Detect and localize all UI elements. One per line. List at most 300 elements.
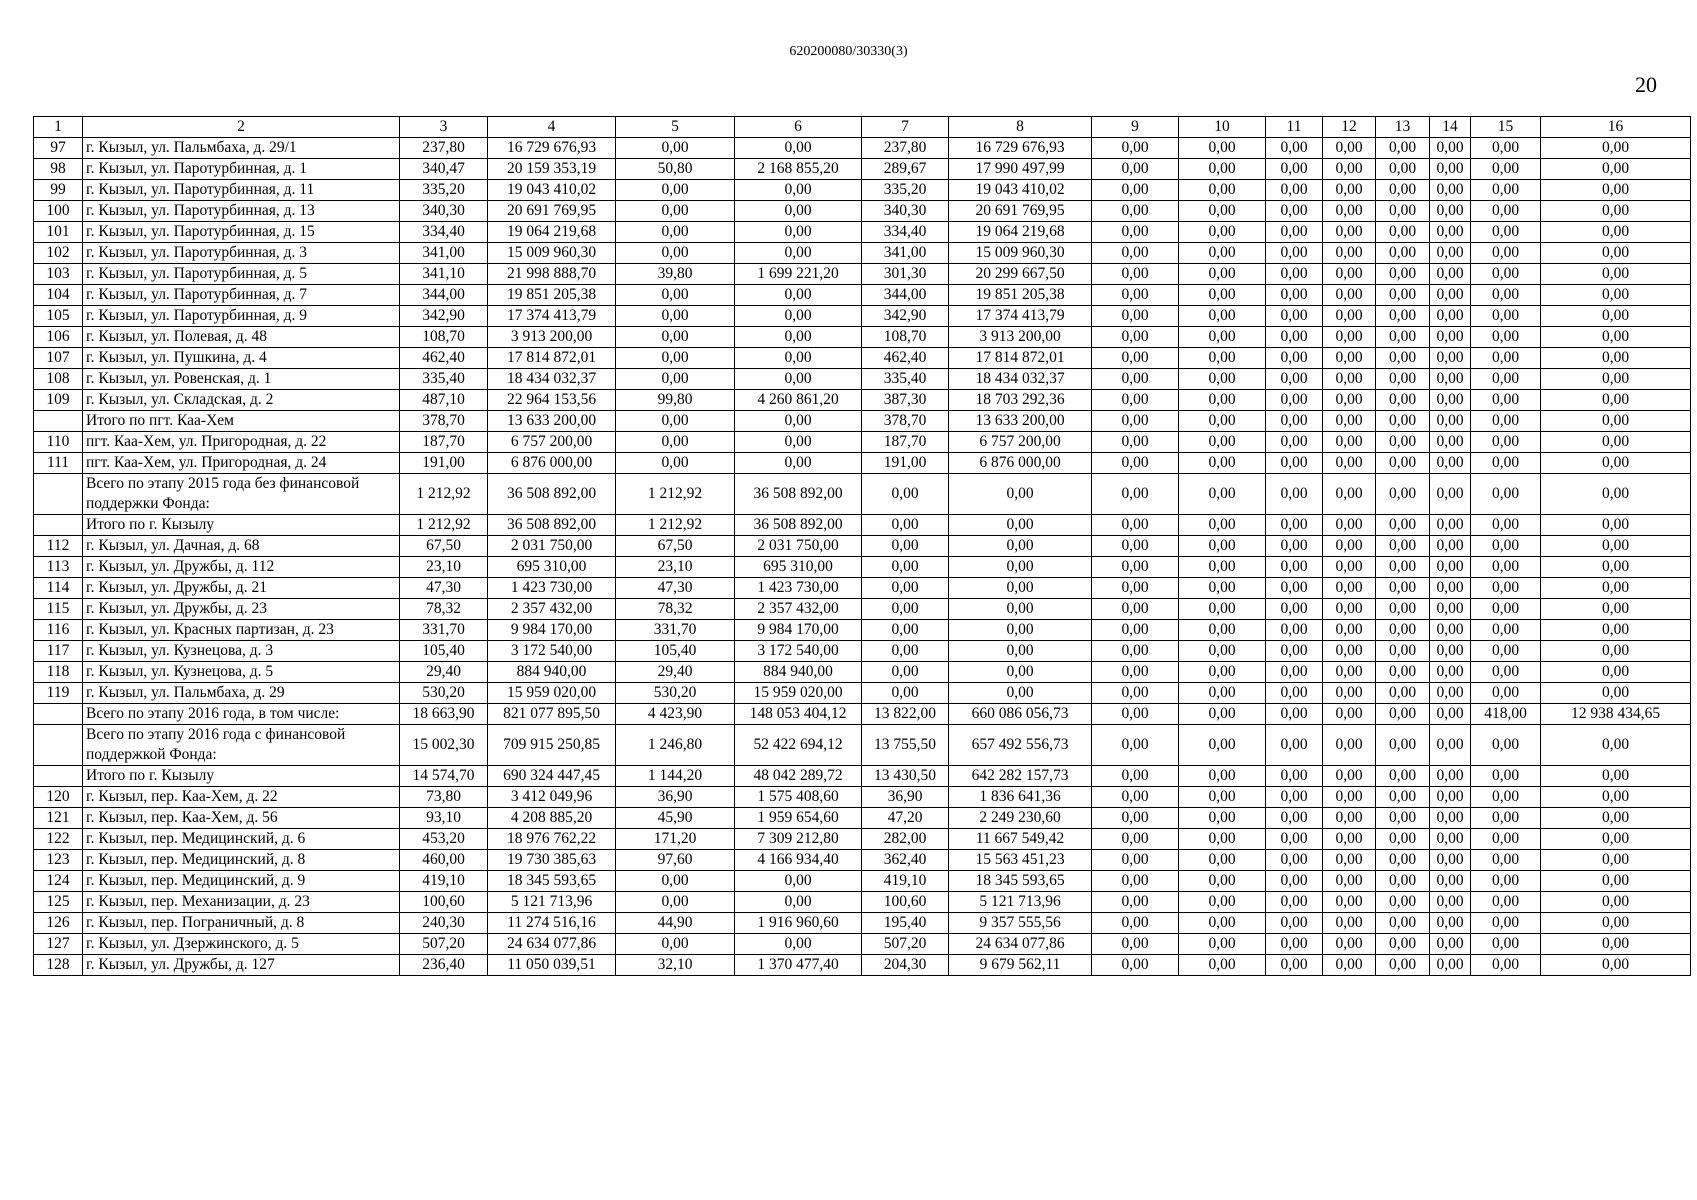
- value-cell: 331,70: [616, 620, 735, 641]
- value-cell: 1 212,92: [400, 515, 488, 536]
- value-cell: 0,00: [1541, 138, 1691, 159]
- value-cell: 13 633 200,00: [949, 411, 1092, 432]
- value-cell: 187,70: [862, 432, 949, 453]
- table-row: [34, 725, 1691, 766]
- table-row: [34, 159, 1691, 180]
- value-cell: 0,00: [1092, 871, 1179, 892]
- value-cell: 0,00: [1471, 766, 1541, 787]
- value-cell: 23,10: [616, 557, 735, 578]
- address-cell: г. Кызыл, ул. Пушкина, д. 4: [83, 348, 400, 369]
- table-row: [34, 243, 1691, 264]
- value-cell: 0,00: [1376, 955, 1430, 976]
- value-cell: 0,00: [1376, 369, 1430, 390]
- value-cell: 0,00: [1266, 285, 1323, 306]
- column-header: 12: [1323, 117, 1376, 138]
- value-cell: 419,10: [400, 871, 488, 892]
- value-cell: 17 374 413,79: [949, 306, 1092, 327]
- value-cell: 0,00: [1430, 411, 1471, 432]
- value-cell: 0,00: [949, 662, 1092, 683]
- value-cell: 0,00: [1376, 138, 1430, 159]
- value-cell: 0,00: [1092, 850, 1179, 871]
- row-number-cell: 128: [34, 955, 83, 976]
- address-cell: г. Кызыл, пер. Каа-Хем, д. 22: [83, 787, 400, 808]
- value-cell: 0,00: [1092, 201, 1179, 222]
- value-cell: 335,20: [862, 180, 949, 201]
- value-cell: 0,00: [1471, 243, 1541, 264]
- header-row: [34, 117, 1691, 138]
- table-row: [34, 348, 1691, 369]
- value-cell: 0,00: [1179, 264, 1266, 285]
- value-cell: 0,00: [1092, 704, 1179, 725]
- value-cell: 0,00: [1266, 766, 1323, 787]
- value-cell: 0,00: [735, 348, 862, 369]
- value-cell: 462,40: [400, 348, 488, 369]
- value-cell: 0,00: [1376, 599, 1430, 620]
- value-cell: 0,00: [1541, 641, 1691, 662]
- value-cell: 0,00: [1179, 766, 1266, 787]
- value-cell: 0,00: [1323, 683, 1376, 704]
- value-cell: 0,00: [1266, 369, 1323, 390]
- value-cell: 0,00: [1376, 306, 1430, 327]
- value-cell: 0,00: [1323, 787, 1376, 808]
- value-cell: 21 998 888,70: [488, 264, 616, 285]
- value-cell: 0,00: [735, 934, 862, 955]
- row-number-cell: 111: [34, 453, 83, 474]
- value-cell: 0,00: [1266, 201, 1323, 222]
- value-cell: 6 876 000,00: [949, 453, 1092, 474]
- address-cell: г. Кызыл, пер. Медицинский, д. 8: [83, 850, 400, 871]
- value-cell: 378,70: [400, 411, 488, 432]
- value-cell: 0,00: [616, 138, 735, 159]
- value-cell: 50,80: [616, 159, 735, 180]
- value-cell: 0,00: [1471, 599, 1541, 620]
- column-header: 15: [1471, 117, 1541, 138]
- column-header: 5: [616, 117, 735, 138]
- table-row: [34, 453, 1691, 474]
- value-cell: 1 212,92: [400, 474, 488, 515]
- value-cell: 0,00: [1323, 306, 1376, 327]
- value-cell: 0,00: [616, 871, 735, 892]
- value-cell: 0,00: [1323, 390, 1376, 411]
- value-cell: 24 634 077,86: [949, 934, 1092, 955]
- value-cell: 47,20: [862, 808, 949, 829]
- value-cell: 13 755,50: [862, 725, 949, 766]
- value-cell: 0,00: [1266, 913, 1323, 934]
- value-cell: 0,00: [735, 306, 862, 327]
- value-cell: 0,00: [1179, 620, 1266, 641]
- value-cell: 0,00: [1092, 180, 1179, 201]
- value-cell: 0,00: [1266, 390, 1323, 411]
- value-cell: 642 282 157,73: [949, 766, 1092, 787]
- value-cell: 0,00: [1541, 892, 1691, 913]
- address-cell: пгт. Каа-Хем, ул. Пригородная, д. 24: [83, 453, 400, 474]
- value-cell: 0,00: [1179, 369, 1266, 390]
- value-cell: 344,00: [862, 285, 949, 306]
- value-cell: 1 699 221,20: [735, 264, 862, 285]
- value-cell: 0,00: [1471, 411, 1541, 432]
- value-cell: 0,00: [1266, 432, 1323, 453]
- value-cell: 4 166 934,40: [735, 850, 862, 871]
- value-cell: 17 990 497,99: [949, 159, 1092, 180]
- value-cell: 0,00: [1471, 808, 1541, 829]
- address-cell: г. Кызыл, пер. Механизации, д. 23: [83, 892, 400, 913]
- value-cell: 0,00: [1179, 955, 1266, 976]
- value-cell: 0,00: [1179, 201, 1266, 222]
- value-cell: 0,00: [1179, 599, 1266, 620]
- value-cell: 0,00: [1179, 871, 1266, 892]
- value-cell: 0,00: [1430, 369, 1471, 390]
- value-cell: 0,00: [1266, 348, 1323, 369]
- value-cell: 0,00: [1323, 704, 1376, 725]
- value-cell: 0,00: [1266, 892, 1323, 913]
- table-row: [34, 578, 1691, 599]
- value-cell: 18 345 593,65: [949, 871, 1092, 892]
- value-cell: 0,00: [1092, 662, 1179, 683]
- value-cell: 0,00: [735, 180, 862, 201]
- table-row: [34, 871, 1691, 892]
- value-cell: 0,00: [1376, 180, 1430, 201]
- row-number-cell: 120: [34, 787, 83, 808]
- value-cell: 2 357 432,00: [735, 599, 862, 620]
- value-cell: 0,00: [1092, 641, 1179, 662]
- row-number-cell: 99: [34, 180, 83, 201]
- value-cell: 1 575 408,60: [735, 787, 862, 808]
- value-cell: 0,00: [1376, 264, 1430, 285]
- value-cell: 23,10: [400, 557, 488, 578]
- value-cell: 0,00: [1323, 180, 1376, 201]
- value-cell: 0,00: [1092, 599, 1179, 620]
- value-cell: 0,00: [862, 641, 949, 662]
- value-cell: 387,30: [862, 390, 949, 411]
- value-cell: 0,00: [1092, 892, 1179, 913]
- value-cell: 236,40: [400, 955, 488, 976]
- value-cell: 15 563 451,23: [949, 850, 1092, 871]
- value-cell: 0,00: [1323, 955, 1376, 976]
- value-cell: 0,00: [1179, 536, 1266, 557]
- value-cell: 0,00: [1471, 201, 1541, 222]
- value-cell: 0,00: [1541, 620, 1691, 641]
- value-cell: 289,67: [862, 159, 949, 180]
- value-cell: 0,00: [1266, 411, 1323, 432]
- value-cell: 15 009 960,30: [949, 243, 1092, 264]
- value-cell: 0,00: [735, 222, 862, 243]
- value-cell: 2 031 750,00: [488, 536, 616, 557]
- value-cell: 690 324 447,45: [488, 766, 616, 787]
- value-cell: 0,00: [1092, 474, 1179, 515]
- table-row: [34, 327, 1691, 348]
- value-cell: 0,00: [1323, 892, 1376, 913]
- value-cell: 0,00: [1376, 683, 1430, 704]
- address-cell: г. Кызыл, пер. Медицинский, д. 6: [83, 829, 400, 850]
- value-cell: 0,00: [1266, 808, 1323, 829]
- value-cell: 6 876 000,00: [488, 453, 616, 474]
- value-cell: 0,00: [1471, 536, 1541, 557]
- value-cell: 0,00: [1266, 955, 1323, 976]
- table-row: [34, 955, 1691, 976]
- value-cell: 11 050 039,51: [488, 955, 616, 976]
- value-cell: 0,00: [1092, 306, 1179, 327]
- value-cell: 18 434 032,37: [949, 369, 1092, 390]
- address-cell: г. Кызыл, пер. Пограничный, д. 8: [83, 913, 400, 934]
- value-cell: 19 043 410,02: [488, 180, 616, 201]
- value-cell: 0,00: [949, 578, 1092, 599]
- value-cell: 0,00: [1179, 411, 1266, 432]
- value-cell: 0,00: [949, 641, 1092, 662]
- table-row: [34, 222, 1691, 243]
- value-cell: 0,00: [1541, 222, 1691, 243]
- value-cell: 0,00: [1471, 138, 1541, 159]
- value-cell: 0,00: [1541, 411, 1691, 432]
- table-row: [34, 850, 1691, 871]
- value-cell: 0,00: [1323, 264, 1376, 285]
- value-cell: 0,00: [1179, 306, 1266, 327]
- value-cell: 0,00: [616, 285, 735, 306]
- row-number-cell: 107: [34, 348, 83, 369]
- value-cell: 0,00: [1471, 829, 1541, 850]
- value-cell: 0,00: [1430, 474, 1471, 515]
- value-cell: 0,00: [1179, 829, 1266, 850]
- address-cell: г. Кызыл, ул. Кузнецова, д. 5: [83, 662, 400, 683]
- value-cell: 530,20: [400, 683, 488, 704]
- value-cell: 0,00: [1092, 683, 1179, 704]
- value-cell: 487,10: [400, 390, 488, 411]
- value-cell: 0,00: [1323, 159, 1376, 180]
- address-cell: г. Кызыл, ул. Кузнецова, д. 3: [83, 641, 400, 662]
- value-cell: 0,00: [1376, 641, 1430, 662]
- row-number-cell: 126: [34, 913, 83, 934]
- value-cell: 341,00: [862, 243, 949, 264]
- value-cell: 0,00: [1430, 871, 1471, 892]
- value-cell: 0,00: [1471, 892, 1541, 913]
- row-number-cell: 124: [34, 871, 83, 892]
- value-cell: 0,00: [1266, 327, 1323, 348]
- value-cell: 0,00: [1471, 159, 1541, 180]
- value-cell: 341,00: [400, 243, 488, 264]
- value-cell: 0,00: [1376, 808, 1430, 829]
- value-cell: 0,00: [1323, 934, 1376, 955]
- value-cell: 0,00: [1179, 453, 1266, 474]
- value-cell: 0,00: [1430, 138, 1471, 159]
- value-cell: 342,90: [862, 306, 949, 327]
- address-cell: пгт. Каа-Хем, ул. Пригородная, д. 22: [83, 432, 400, 453]
- value-cell: 100,60: [862, 892, 949, 913]
- table-row: [34, 557, 1691, 578]
- value-cell: 462,40: [862, 348, 949, 369]
- value-cell: 0,00: [1179, 159, 1266, 180]
- value-cell: 0,00: [949, 536, 1092, 557]
- value-cell: 18 345 593,65: [488, 871, 616, 892]
- value-cell: 0,00: [1092, 369, 1179, 390]
- value-cell: 0,00: [1092, 159, 1179, 180]
- value-cell: 0,00: [735, 369, 862, 390]
- table-row: [34, 913, 1691, 934]
- value-cell: 0,00: [735, 243, 862, 264]
- value-cell: 4 260 861,20: [735, 390, 862, 411]
- value-cell: 0,00: [949, 683, 1092, 704]
- value-cell: 0,00: [1266, 264, 1323, 285]
- value-cell: 6 757 200,00: [488, 432, 616, 453]
- value-cell: 13 822,00: [862, 704, 949, 725]
- value-cell: 4 208 885,20: [488, 808, 616, 829]
- value-cell: 47,30: [616, 578, 735, 599]
- value-cell: 0,00: [1376, 201, 1430, 222]
- value-cell: 331,70: [400, 620, 488, 641]
- value-cell: 0,00: [1376, 390, 1430, 411]
- value-cell: 0,00: [1323, 620, 1376, 641]
- value-cell: 0,00: [1179, 432, 1266, 453]
- value-cell: 0,00: [1430, 892, 1471, 913]
- value-cell: 0,00: [1323, 515, 1376, 536]
- value-cell: 20 691 769,95: [488, 201, 616, 222]
- value-cell: 36,90: [616, 787, 735, 808]
- address-cell: Всего по этапу 2016 года с финансовой поддержкой Фонда:: [83, 725, 400, 766]
- table-row: [34, 620, 1691, 641]
- value-cell: 0,00: [1471, 348, 1541, 369]
- value-cell: 0,00: [1323, 599, 1376, 620]
- value-cell: 0,00: [1430, 201, 1471, 222]
- value-cell: 0,00: [1179, 138, 1266, 159]
- row-number-cell: 121: [34, 808, 83, 829]
- value-cell: 15 959 020,00: [488, 683, 616, 704]
- value-cell: 0,00: [1092, 955, 1179, 976]
- value-cell: 3 172 540,00: [488, 641, 616, 662]
- value-cell: 418,00: [1471, 704, 1541, 725]
- value-cell: 19 064 219,68: [949, 222, 1092, 243]
- value-cell: 0,00: [1179, 327, 1266, 348]
- value-cell: 0,00: [1376, 871, 1430, 892]
- value-cell: 0,00: [1471, 515, 1541, 536]
- value-cell: 0,00: [1430, 955, 1471, 976]
- value-cell: 0,00: [1430, 390, 1471, 411]
- value-cell: 0,00: [1541, 955, 1691, 976]
- row-number-cell: 118: [34, 662, 83, 683]
- table-row: [34, 662, 1691, 683]
- value-cell: 0,00: [949, 474, 1092, 515]
- value-cell: 0,00: [1323, 871, 1376, 892]
- address-cell: г. Кызыл, ул. Паротурбинная, д. 13: [83, 201, 400, 222]
- value-cell: 15 959 020,00: [735, 683, 862, 704]
- row-number-cell: 98: [34, 159, 83, 180]
- value-cell: 0,00: [1092, 578, 1179, 599]
- row-number-cell: 123: [34, 850, 83, 871]
- row-number-cell: 104: [34, 285, 83, 306]
- value-cell: 1 212,92: [616, 474, 735, 515]
- table-body: [34, 138, 1691, 976]
- value-cell: 0,00: [1541, 180, 1691, 201]
- value-cell: 334,40: [862, 222, 949, 243]
- column-header: 14: [1430, 117, 1471, 138]
- value-cell: 11 274 516,16: [488, 913, 616, 934]
- value-cell: 19 043 410,02: [949, 180, 1092, 201]
- value-cell: 460,00: [400, 850, 488, 871]
- row-number-cell: 112: [34, 536, 83, 557]
- value-cell: 2 357 432,00: [488, 599, 616, 620]
- value-cell: 67,50: [400, 536, 488, 557]
- value-cell: 0,00: [1541, 913, 1691, 934]
- value-cell: 0,00: [1323, 808, 1376, 829]
- value-cell: 204,30: [862, 955, 949, 976]
- value-cell: 0,00: [1266, 180, 1323, 201]
- value-cell: 1 423 730,00: [735, 578, 862, 599]
- value-cell: 0,00: [1541, 662, 1691, 683]
- value-cell: 0,00: [616, 432, 735, 453]
- value-cell: 105,40: [400, 641, 488, 662]
- value-cell: 0,00: [1266, 474, 1323, 515]
- value-cell: 0,00: [1376, 850, 1430, 871]
- value-cell: 18 663,90: [400, 704, 488, 725]
- value-cell: 0,00: [949, 620, 1092, 641]
- address-cell: г. Кызыл, ул. Паротурбинная, д. 11: [83, 180, 400, 201]
- value-cell: 36 508 892,00: [735, 515, 862, 536]
- column-header: 8: [949, 117, 1092, 138]
- value-cell: 2 249 230,60: [949, 808, 1092, 829]
- value-cell: 0,00: [1092, 829, 1179, 850]
- value-cell: 0,00: [1179, 683, 1266, 704]
- address-cell: г. Кызыл, ул. Паротурбинная, д. 5: [83, 264, 400, 285]
- value-cell: 0,00: [1471, 557, 1541, 578]
- value-cell: 0,00: [616, 222, 735, 243]
- value-cell: 821 077 895,50: [488, 704, 616, 725]
- value-cell: 78,32: [400, 599, 488, 620]
- column-header: 7: [862, 117, 949, 138]
- table-row: [34, 515, 1691, 536]
- value-cell: 17 374 413,79: [488, 306, 616, 327]
- value-cell: 0,00: [1430, 829, 1471, 850]
- value-cell: 0,00: [1541, 159, 1691, 180]
- value-cell: 9 679 562,11: [949, 955, 1092, 976]
- value-cell: 0,00: [1179, 285, 1266, 306]
- value-cell: 16 729 676,93: [488, 138, 616, 159]
- table-row: [34, 787, 1691, 808]
- value-cell: 100,60: [400, 892, 488, 913]
- table-row: [34, 599, 1691, 620]
- value-cell: 0,00: [1092, 348, 1179, 369]
- value-cell: 884 940,00: [735, 662, 862, 683]
- page-number: 20: [1635, 72, 1657, 97]
- row-number-cell: 127: [34, 934, 83, 955]
- value-cell: 0,00: [1179, 557, 1266, 578]
- value-cell: 0,00: [1179, 222, 1266, 243]
- value-cell: 709 915 250,85: [488, 725, 616, 766]
- value-cell: 0,00: [1471, 578, 1541, 599]
- value-cell: 0,00: [616, 411, 735, 432]
- value-cell: 0,00: [1430, 222, 1471, 243]
- value-cell: 36 508 892,00: [488, 515, 616, 536]
- value-cell: 19 064 219,68: [488, 222, 616, 243]
- value-cell: 237,80: [862, 138, 949, 159]
- row-number-cell: 108: [34, 369, 83, 390]
- value-cell: 362,40: [862, 850, 949, 871]
- value-cell: 0,00: [1092, 725, 1179, 766]
- value-cell: 0,00: [616, 369, 735, 390]
- table-row: [34, 474, 1691, 515]
- value-cell: 0,00: [949, 515, 1092, 536]
- value-cell: 0,00: [1376, 453, 1430, 474]
- value-cell: 0,00: [1179, 474, 1266, 515]
- value-cell: 0,00: [862, 599, 949, 620]
- value-cell: 0,00: [1092, 913, 1179, 934]
- value-cell: 0,00: [1430, 725, 1471, 766]
- address-cell: Итого по г. Кызылу: [83, 766, 400, 787]
- value-cell: 0,00: [862, 515, 949, 536]
- value-cell: 19 730 385,63: [488, 850, 616, 871]
- row-number-cell: [34, 474, 83, 515]
- value-cell: 0,00: [1179, 704, 1266, 725]
- value-cell: 0,00: [616, 180, 735, 201]
- table-row: [34, 369, 1691, 390]
- address-cell: г. Кызыл, ул. Пальмбаха, д. 29: [83, 683, 400, 704]
- value-cell: 0,00: [1430, 641, 1471, 662]
